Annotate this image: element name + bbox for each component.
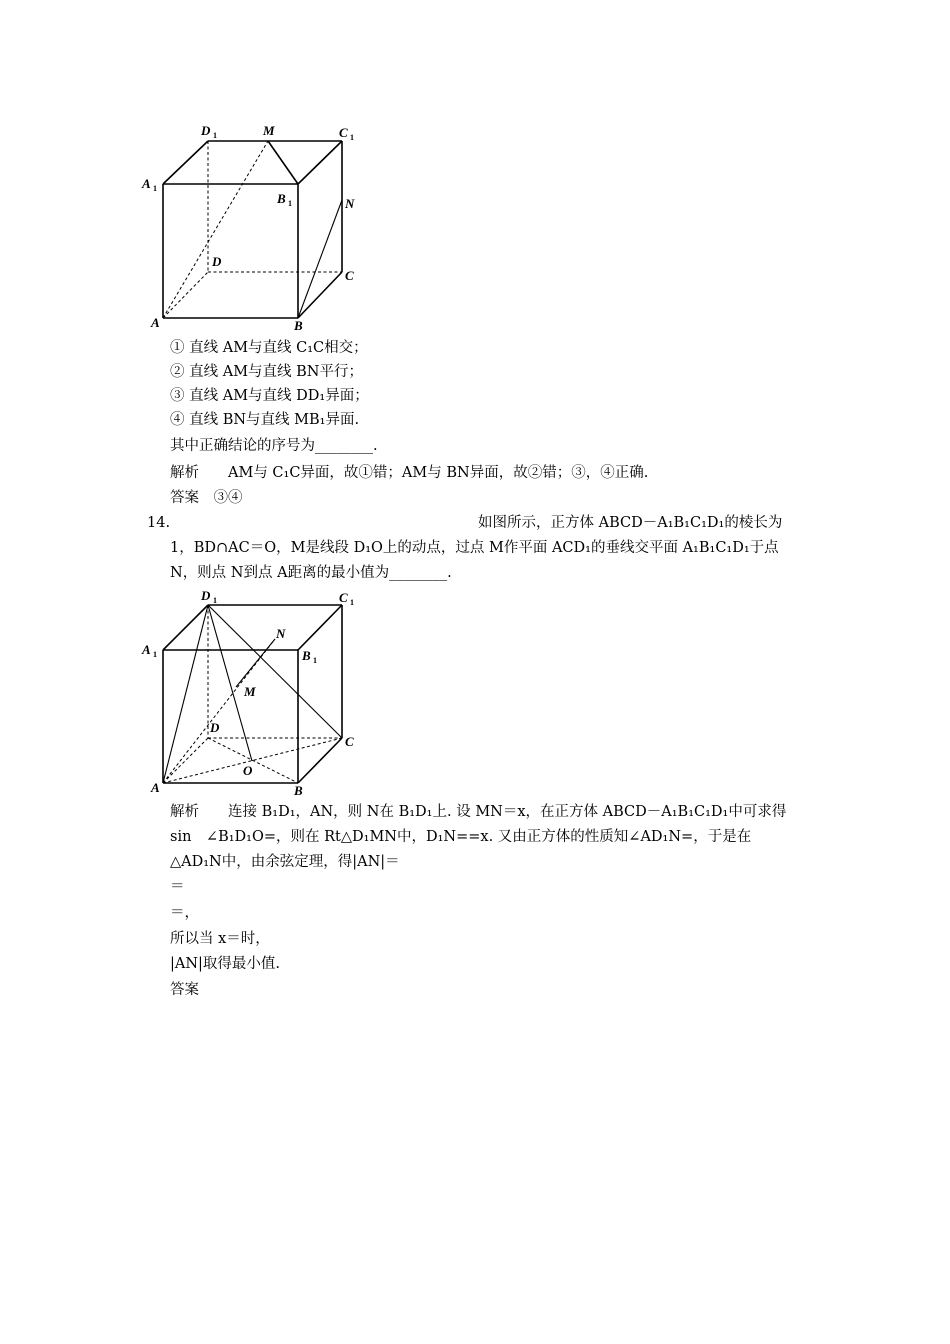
segment-d1a [163,605,208,783]
analysis14-line-2: sin ∠B₁D₁O=，则在 Rt△D₁MN中，D₁N==x. 又由正方体的性质知∠AD₁N=，于是在 [170,829,752,845]
analysis14-line-5: ＝， [170,905,199,921]
label-d1: D [201,123,211,138]
label-c: C [345,734,354,749]
segment-mn [236,639,275,687]
label-c1-sub: 1 [350,598,354,607]
label-d1: D [201,588,211,603]
label-d1-sub: 1 [213,131,217,140]
answer-13: 答案 ③④ [170,490,243,506]
label-b1: B [302,648,311,663]
diagonal-bd-hidden [208,738,298,783]
label-m: M [244,684,256,699]
analysis-13: 解析 AM与 C₁C异面，故①错；AM与 BN异面，故②错；③，④正确. [170,465,649,481]
label-b: B [294,783,303,798]
question-13: 其中正确结论的序号为________. [170,438,378,454]
label-b1-sub: 1 [313,656,317,665]
label-d1-sub: 1 [213,596,217,605]
answer-14: 答案 [170,982,199,998]
segment-mb1 [268,141,298,184]
analysis14-line-6: 所以当 x＝时， [170,931,270,947]
segment-bn [298,200,342,318]
analysis14-line-7: |AN|取得最小值. [170,956,281,972]
label-a: A [151,780,160,795]
segment-am-hidden [163,141,268,318]
problem14-line-1: 如图所示，正方体 ABCD－A₁B₁C₁D₁的棱长为 [478,515,783,531]
statement-3: ③ 直线 AM与直线 DD₁异面； [170,388,369,404]
analysis14-line-1: 解析 连接 B₁D₁，AN，则 N在 B₁D₁上. 设 MN＝x，在正方体 ABCD－A₁B₁C₁D₁中可求得 [170,804,787,820]
label-n: N [345,196,355,211]
label-c1-sub: 1 [350,133,354,142]
label-d: D [210,720,220,735]
cube-figure-2 [140,585,370,800]
label-m: M [263,123,275,138]
label-b: B [294,318,303,333]
edge-bc [298,738,342,783]
edge-b1c1 [298,605,342,650]
edge-bc [298,272,342,318]
analysis14-line-4: ＝ [170,879,185,895]
edge-ad-hidden [163,738,208,783]
analysis14-line-3: △AD₁N中，由余弦定理，得|AN|＝ [170,854,400,870]
label-a1: A [142,642,151,657]
label-a: A [151,315,160,330]
edge-a1d1 [163,141,208,184]
cube-figure-1 [140,118,370,336]
statement-1: ① 直线 AM与直线 C₁C相交； [170,340,368,356]
problem14-line-2: 1，BD∩AC＝O，M是线段 D₁O上的动点，过点 M作平面 ACD₁的垂线交平面 A₁B₁C₁D₁于点 [170,540,779,556]
problem14-line-3: N，则点 N到点 A距离的最小值为________. [170,565,452,581]
label-b1: B [277,191,286,206]
label-a1: A [142,176,151,191]
label-o: O [243,763,253,778]
edge-a1d1 [163,605,208,650]
label-c1: C [339,125,348,140]
label-d: D [212,254,222,269]
label-a1-sub: 1 [153,184,157,193]
problem-number-14: 14. [147,515,171,531]
label-a1-sub: 1 [153,650,157,659]
statement-4: ④ 直线 BN与直线 MB₁异面. [170,412,360,428]
edge-ad-hidden [163,272,208,318]
segment-an [163,639,275,783]
label-c1: C [339,590,348,605]
label-b1-sub: 1 [288,199,292,208]
statement-2: ② 直线 AM与直线 BN平行； [170,364,363,380]
label-n: N [276,626,286,641]
label-c: C [345,268,354,283]
edge-b1c1 [298,141,342,184]
